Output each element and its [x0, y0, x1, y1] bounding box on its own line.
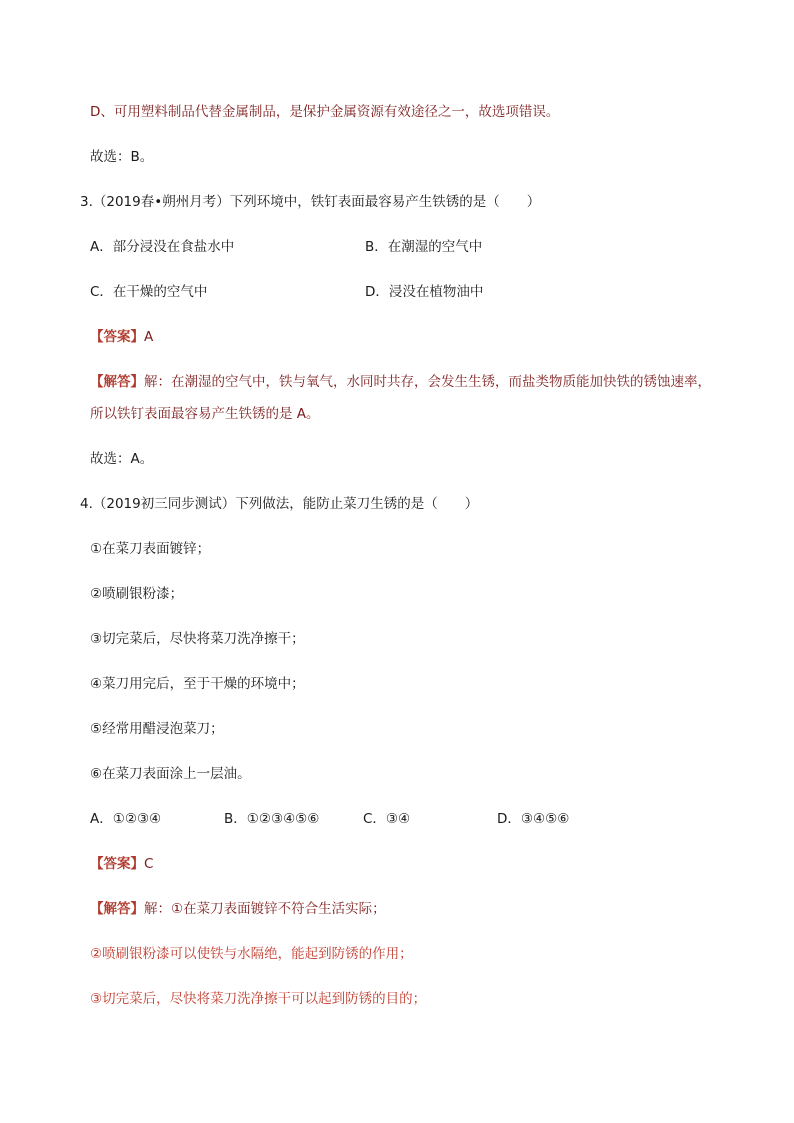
q3-answer-line: [90, 328, 153, 346]
q3-analysis-tag: 【解答】: [90, 374, 144, 390]
q4-option-c: C．③④: [363, 811, 411, 827]
q4-option-a: A．①②③④: [90, 811, 162, 827]
q4-answer-tag: 【答案】: [90, 856, 144, 872]
q3-option-a: A．部分浸没在食盐水中: [90, 239, 235, 255]
q3-answer-tag: 【答案】: [90, 329, 144, 345]
q4-item-3: ③切完菜后，尽快将菜刀洗净擦干；: [90, 631, 305, 647]
q4-item-5: ⑤经常用醋浸泡菜刀；: [90, 721, 224, 737]
q4-item-4: ④菜刀用完后，至于干燥的环境中；: [90, 676, 305, 692]
q4-answer-value: C: [144, 856, 154, 872]
q3-analysis-line-1: [90, 373, 711, 391]
q4-item-1: ①在菜刀表面镀锌；: [90, 541, 211, 557]
q3-option-c: C．在干燥的空气中: [90, 284, 208, 300]
q4-option-d: D．③④⑤⑥: [497, 811, 570, 827]
q3-answer-value: A: [144, 329, 154, 345]
q4-answer-line: [90, 855, 153, 873]
q3-option-d: D．浸没在植物油中: [365, 284, 484, 300]
q3-option-b: B．在潮湿的空气中: [365, 239, 483, 255]
q4-analysis-line-2: ②喷刷银粉漆可以使铁与水隔绝，能起到防锈的作用；: [90, 946, 413, 962]
q4-stem: 4.（2019初三同步测试）下列做法，能防止菜刀生锈的是（ ）: [80, 496, 479, 512]
q4-analysis-text-1: 解：①在菜刀表面镀锌不符合生活实际；: [144, 901, 386, 917]
q4-option-b: B．①②③④⑤⑥: [224, 811, 320, 827]
q3-analysis-text-1: 解：在潮湿的空气中，铁与氧气，水同时共存，会发生生锈，而盐类物质能加快铁的锈蚀速率，: [144, 374, 711, 390]
q4-item-6: ⑥在菜刀表面涂上一层油。: [90, 766, 251, 782]
q3-analysis-line-2: 所以铁钉表面最容易产生铁锈的是 A。: [90, 406, 320, 422]
prev-option-d-explanation: D、可用塑料制品代替金属制品，是保护金属资源有效途径之一，故选项错误。: [90, 104, 560, 120]
q4-item-2: ②喷刷银粉漆；: [90, 586, 184, 602]
prev-choose-line: 故选：B。: [90, 149, 154, 165]
q4-analysis-line-3: ③切完菜后，尽快将菜刀洗净擦干可以起到防锈的目的；: [90, 991, 427, 1007]
q3-choose-line: 故选：A。: [90, 451, 154, 467]
q4-analysis-tag: 【解答】: [90, 901, 144, 917]
q3-stem: 3.（2019春•朔州月考）下列环境中，铁钉表面最容易产生铁锈的是（ ）: [80, 194, 541, 210]
q4-analysis-line-1: [90, 900, 386, 918]
